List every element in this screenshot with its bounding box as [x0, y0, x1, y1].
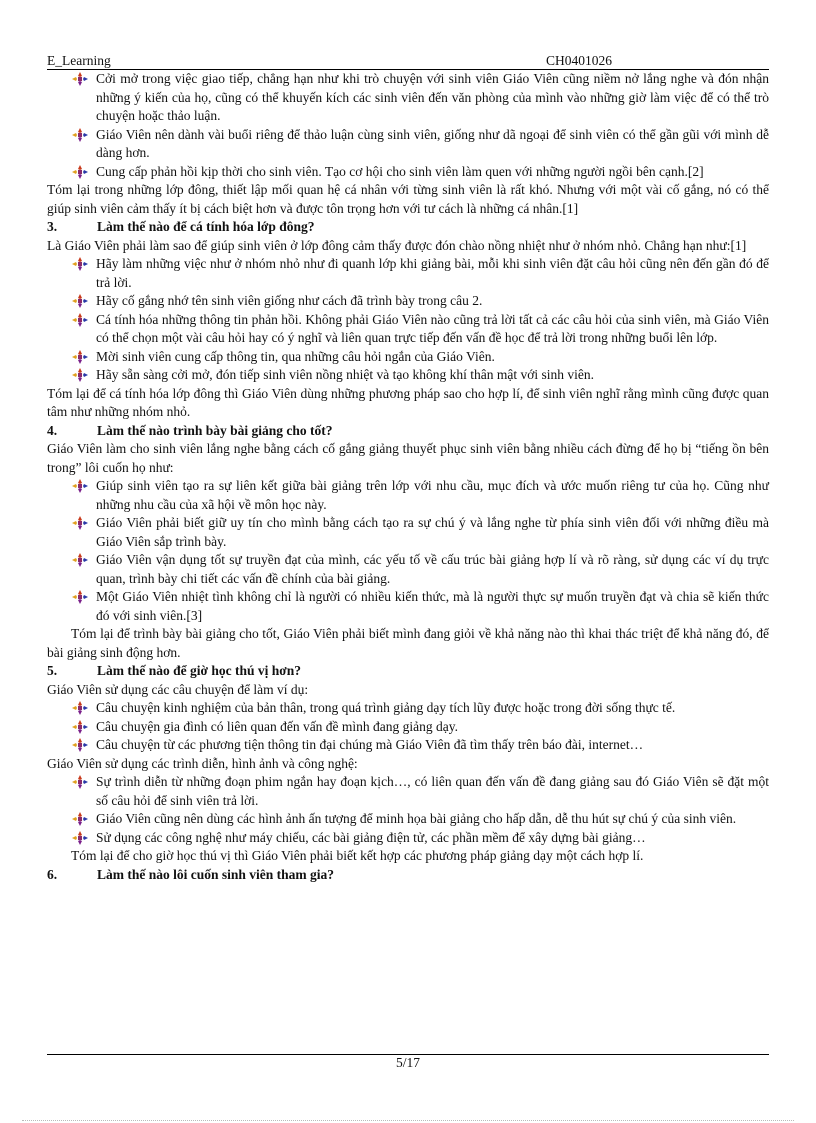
bullet-icon	[72, 720, 88, 734]
bullet-text: Giáo Viên nên dành vài buổi riêng để thảo luận cùng sinh viên, giống như dã ngoại để sinh viên có thể gần gũi với mình dễ dàng hơn.	[96, 126, 769, 160]
paragraph: Giáo Viên sử dụng các câu chuyện để làm ví dụ:	[47, 681, 309, 697]
bullet-item	[96, 773, 769, 810]
bullet-item	[96, 477, 769, 514]
bullet-icon	[72, 516, 88, 530]
bullet-list	[47, 477, 769, 625]
bullet-icon	[72, 812, 88, 826]
bullet-list	[47, 699, 769, 755]
bullet-item	[96, 348, 769, 367]
section-title: Làm thế nào để giờ học thú vị hơn?	[97, 663, 301, 678]
document-body	[47, 70, 769, 884]
bullet-text: Cá tính hóa những thông tin phản hồi. Không phải Giáo Viên nào cũng trả lời tất cả các câu hỏi của sinh viên, mà Giáo Viên có thể chọn một vài câu hỏi hay có ý nghĩ và liên quan trực tiếp đến vấn đề học để trả lời trong những buổi lên lớp.	[96, 311, 769, 345]
bullet-item	[96, 829, 769, 848]
header-title: E_Learning	[47, 53, 111, 68]
section-number: 5.	[47, 663, 58, 678]
section-heading	[47, 422, 769, 441]
section-title: Làm thế nào để cá tính hóa lớp đông?	[97, 219, 315, 234]
bullet-text: Hãy làm những việc như ở nhóm nhỏ như đi quanh lớp khi giảng bài, mỗi khi sinh viên đặt câu hỏi cũng nên đến gần đó để trả lời.	[96, 256, 769, 290]
bullet-text: Cung cấp phản hồi kịp thời cho sinh viên. Tạo cơ hội cho sinh viên làm quen với những người ngồi bên cạnh.[2]	[96, 163, 704, 179]
bullet-icon	[72, 831, 88, 845]
bullet-text: Sự trình diễn từ những đoạn phim ngắn hay đoạn kịch…, có liên quan đến vấn đề đang giảng sau đó Giáo Viên sẽ đặt một số câu hỏi để sinh viên trả lời.	[96, 774, 769, 808]
bullet-icon	[72, 257, 88, 271]
bullet-text: Giúp sinh viên tạo ra sự liên kết giữa bài giảng trên lớp với nhu cầu, mục đích và ước muốn riêng tư của họ. Cũng như những nhu cầu của xã hội về môn học này.	[96, 478, 769, 512]
bullet-item	[96, 514, 769, 551]
bullet-icon	[72, 294, 88, 308]
bullet-list	[47, 773, 769, 847]
bullet-text: Một Giáo Viên nhiệt tình không chỉ là người có nhiều kiến thức, mà là người thực sự muốn truyền đạt và chia sẽ kiến thức đó với sinh viên.[3]	[96, 589, 769, 623]
page-header	[47, 53, 769, 70]
bullet-icon	[72, 128, 88, 142]
section-heading	[47, 866, 769, 885]
bullet-icon	[72, 738, 88, 752]
bullet-icon	[72, 479, 88, 493]
bullet-item	[96, 718, 769, 737]
bullet-item	[96, 810, 769, 829]
paragraph: Tóm lại trong những lớp đông, thiết lập mối quan hệ cá nhân với từng sinh viên là rất khó. Nhưng với một vài cố gắng, nó có thể giúp sinh viên cảm thấy ít bị cách biệt hơn và được tôn trọng hơn với tư cách là những cá nhân.[1]	[47, 182, 769, 216]
bullet-text: Câu chuyện từ các phương tiện thông tin đại chúng mà Giáo Viên đã tìm thấy trên báo đài, internet…	[96, 737, 644, 752]
bullet-item	[96, 163, 769, 182]
section-number: 4.	[47, 422, 58, 438]
bullet-icon	[72, 775, 88, 789]
bullet-text: Hãy cố gắng nhớ tên sinh viên giống như cách đã trình bày trong câu 2.	[96, 293, 483, 308]
bullet-icon	[72, 350, 88, 364]
bullet-item	[96, 255, 769, 292]
bullet-icon	[72, 313, 88, 327]
bullet-text: Giáo Viên phải biết giữ uy tín cho mình bằng cách tạo ra sự chú ý và lắng nghe từ phía sinh viên đối với những điều mà Giáo Viên sắp trình bày.	[96, 515, 769, 549]
bullet-text: Hãy sẵn sàng cởi mở, đón tiếp sinh viên nồng nhiệt và tạo không khí thân mật với sinh viên.	[96, 367, 594, 382]
paragraph: Giáo Viên làm cho sinh viên lắng nghe bằng cách cố gắng giảng thuyết phục sinh viên bằng nhiều cách đừng để họ bị “tiếng ồn bên trong” lôi cuốn họ như:	[47, 441, 769, 475]
section-title: Làm thế nào trình bày bài giảng cho tốt?	[97, 422, 333, 438]
header-code: CH0401026	[546, 53, 613, 68]
summary-paragraph: Tóm lại để cho giờ học thú vị thì Giáo Viên phải biết kết hợp các phương pháp giảng dạy một cách hợp lí.	[71, 848, 644, 863]
paragraph: Tóm lại để cá tính hóa lớp đông thì Giáo Viên dùng những phương pháp sao cho hợp lí, để sinh viên nghĩ rằng mình cũng được quan tâm như những nhóm nhỏ.	[47, 385, 769, 419]
bullet-text: Cởi mở trong việc giao tiếp, chẳng hạn như khi trò chuyện với sinh viên Giáo Viên cũng niềm nở lắng nghe và đón nhận những ý kiến của họ, cũng có thể khuyến kích các sinh viên đến văn phòng của mình vào những giờ làm việc để có thể trò chuyện hoặc thảo luận.	[96, 71, 769, 123]
bullet-icon	[72, 165, 88, 179]
bullet-icon	[72, 701, 88, 715]
paragraph: Là Giáo Viên phải làm sao để giúp sinh viên ở lớp đông cảm thấy được đón chào nồng nhiệt như ở nhóm nhỏ. Chẳng hạn như:[1]	[47, 237, 747, 253]
bullet-text: Giáo Viên cũng nên dùng các hình ảnh ấn tượng để minh họa bài giảng cho hấp dẫn, dễ thu hút sự chú ý của sinh viên.	[96, 811, 737, 826]
page-bottom-border	[22, 1120, 794, 1121]
bullet-list	[47, 70, 769, 181]
bullet-item	[96, 311, 769, 348]
section-number: 6.	[47, 866, 58, 882]
bullet-item	[96, 366, 769, 385]
paragraph: Giáo Viên sử dụng các trình diễn, hình ảnh và công nghệ:	[47, 755, 358, 771]
section-heading	[47, 662, 769, 681]
bullet-text: Câu chuyện gia đình có liên quan đến vấn đề mình đang giảng dạy.	[96, 718, 459, 734]
bullet-item	[96, 126, 769, 163]
bullet-text: Sử dụng các công nghệ như máy chiếu, các bài giảng điện tử, các phần mềm để xây dựng bài giảng…	[96, 829, 646, 845]
bullet-text: Mời sinh viên cung cấp thông tin, qua những câu hỏi ngắn của Giáo Viên.	[96, 348, 495, 364]
section-title: Làm thế nào lôi cuốn sinh viên tham gia?	[97, 866, 335, 882]
page-number: 5/17	[395, 1055, 420, 1070]
bullet-icon	[72, 590, 88, 604]
bullet-item	[96, 70, 769, 126]
bullet-item	[96, 292, 769, 311]
bullet-text: Câu chuyện kinh nghiệm của bản thân, trong quá trình giảng dạy tích lũy được hoặc trong đời sống thực tế.	[96, 700, 676, 715]
bullet-item	[96, 551, 769, 588]
bullet-icon	[72, 72, 88, 86]
bullet-icon	[72, 368, 88, 382]
section-heading	[47, 218, 769, 237]
bullet-icon	[72, 553, 88, 567]
summary-paragraph: Tóm lại để trình bày bài giảng cho tốt, Giáo Viên phải biết mình đang giỏi về khả năng nào thì khai thác triệt để khả năng đó, để bài giảng sinh động hơn.	[47, 626, 769, 660]
bullet-item	[96, 699, 769, 718]
section-number: 3.	[47, 219, 58, 234]
bullet-item	[96, 736, 769, 755]
bullet-text: Giáo Viên vận dụng tốt sự truyền đạt của mình, các yếu tố về cấu trúc bài giảng hợp lí và rõ ràng, sử dụng các ví dụ trực quan, trình bày chi tiết các vấn đề chính của bài giảng.	[96, 552, 769, 586]
bullet-list	[47, 255, 769, 385]
bullet-item	[96, 588, 769, 625]
